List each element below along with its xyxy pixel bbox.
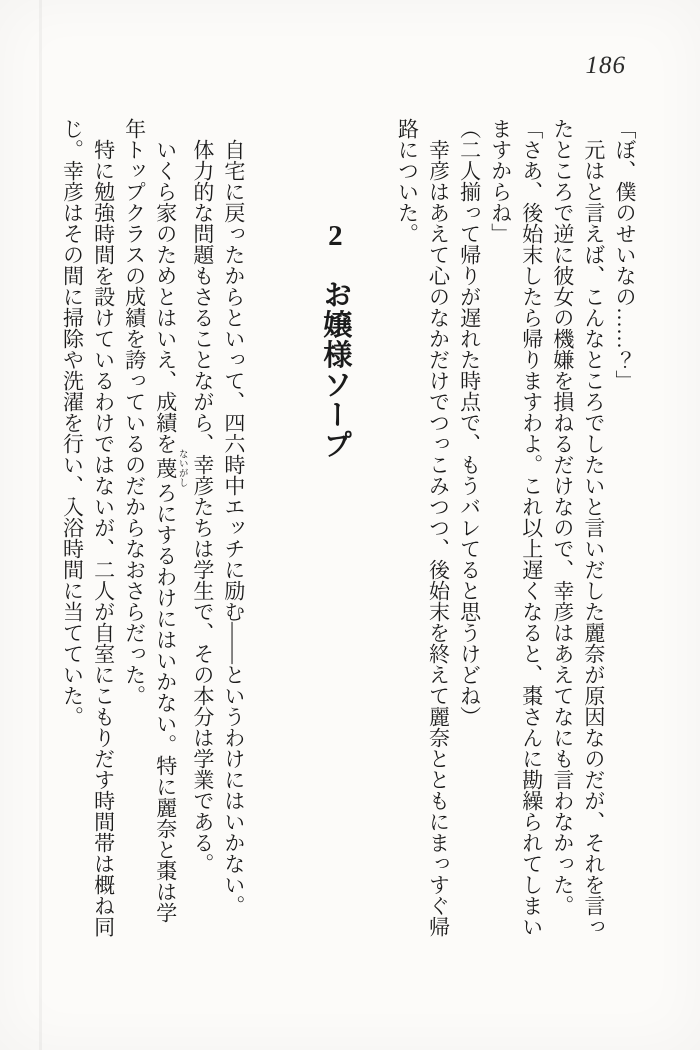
chapter-heading xyxy=(319,118,351,938)
scan-edge-artifact xyxy=(39,0,42,1050)
paragraph: 「さあ、後始末したら帰りますわよ。これ以上遅くなると、棗さんに勘繰られてしまいますからね」 xyxy=(488,118,544,937)
paragraph: いくら家のためとはいえ、成績を蔑 ないがしろにするわけにはいかない。特に麗奈と棗は学年トップクラスの成績を誇っているのだからなおさらだった。 xyxy=(122,118,187,923)
paragraph: （二人揃って帰りが遅れた時点で、もうバレてると思うけどね） xyxy=(457,118,482,727)
page-number: 186 xyxy=(585,52,626,79)
paragraph: 特に勉強時間を設けているわけではないが、二人が自室にこもりだす時間帯は概ね同じ。幸彦はその間に掃除や洗濯を行い、入浴時間に当てていた。 xyxy=(60,118,116,937)
paragraph: 自宅に戻ったからといって、四六時中エッチに励む——というわけにはいかない。 xyxy=(221,139,246,916)
paragraph-block-top xyxy=(391,118,640,938)
chapter-title: お嬢様ソープ xyxy=(319,279,352,460)
paragraph-block-bottom xyxy=(56,118,248,938)
text-body xyxy=(56,118,640,938)
paragraph: 幸彦はあえて心のなかだけでつっこみつつ、後始末を終えて麗奈とともにまっすぐ帰路についた。 xyxy=(395,118,451,937)
chapter-number: 2 xyxy=(319,220,352,252)
paragraph: 体力的な問題もさることながら、幸彦たちは学生で、その本分は学業である。 xyxy=(190,139,215,874)
paragraph: 「ぼ、僕のせいなの……？」 xyxy=(613,118,637,391)
furigana-ruby: 蔑 ないがし xyxy=(153,449,187,487)
paragraph: 元はと言えば、こんなところでしたいと言いだした麗奈が原因なのだが、それを言ったところで逆に彼女の機嫌を損ねるだけなので、幸彦はあえてなにも言わなかった。 xyxy=(550,118,606,937)
